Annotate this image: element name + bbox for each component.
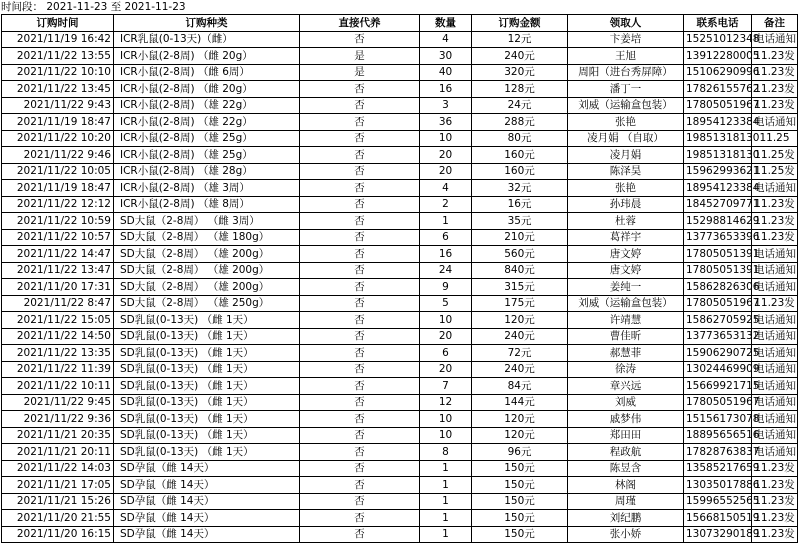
cell-direct-foster: 是	[300, 48, 420, 65]
cell-amount: 144元	[472, 394, 568, 411]
cell-remark: 11.23发	[752, 64, 798, 81]
cell-order-type: ICR乳鼠(0-13天)（雌）	[114, 31, 300, 48]
cell-recipient: 凌月娟	[568, 147, 684, 164]
table-row	[2, 493, 798, 510]
cell-quantity: 5	[420, 295, 472, 312]
cell-amount: 240元	[472, 328, 568, 345]
cell-phone: 13773653132	[684, 328, 752, 345]
cell-direct-foster: 否	[300, 229, 420, 246]
cell-quantity: 12	[420, 394, 472, 411]
cell-amount: 120元	[472, 427, 568, 444]
table-row	[2, 394, 798, 411]
cell-order-type: ICR小鼠(2-8周) （雄 3周）	[114, 180, 300, 197]
cell-direct-foster: 否	[300, 147, 420, 164]
cell-quantity: 1	[420, 460, 472, 477]
cell-direct-foster: 否	[300, 213, 420, 230]
cell-recipient: 林阁	[568, 477, 684, 494]
cell-remark: 11.23发	[752, 510, 798, 527]
cell-amount: 560元	[472, 246, 568, 263]
cell-recipient: 戚梦伟	[568, 411, 684, 428]
cell-amount: 150元	[472, 460, 568, 477]
cell-quantity: 8	[420, 444, 472, 461]
table-row	[2, 130, 798, 147]
cell-quantity: 10	[420, 427, 472, 444]
cell-phone: 17826155762	[684, 81, 752, 98]
cell-recipient: 王旭	[568, 48, 684, 65]
table-row	[2, 510, 798, 527]
cell-remark: 11.23发	[752, 493, 798, 510]
cell-direct-foster: 是	[300, 64, 420, 81]
cell-phone: 17805051967	[684, 295, 752, 312]
cell-phone: 18895656516	[684, 427, 752, 444]
cell-order-type: ICR小鼠(2-8周) （雌 20g）	[114, 48, 300, 65]
cell-order-time: 2021/11/21 15:26	[2, 493, 114, 510]
cell-amount: 32元	[472, 180, 568, 197]
cell-recipient: 潘丁一	[568, 81, 684, 98]
cell-order-time: 2021/11/22 14:03	[2, 460, 114, 477]
cell-order-time: 2021/11/22 10:05	[2, 163, 114, 180]
cell-remark: 电话通知	[752, 361, 798, 378]
cell-recipient: 张艳	[568, 114, 684, 131]
table-row	[2, 213, 798, 230]
cell-order-type: SD乳鼠(0-13天) （雌 1天）	[114, 378, 300, 395]
cell-remark: 电话通知	[752, 262, 798, 279]
table-row	[2, 460, 798, 477]
cell-remark: 电话通知	[752, 31, 798, 48]
cell-order-type: ICR小鼠(2-8周) （雄 22g）	[114, 114, 300, 131]
cell-order-time: 2021/11/22 13:55	[2, 48, 114, 65]
cell-direct-foster: 否	[300, 427, 420, 444]
cell-order-type: SD孕鼠（雌 14天）	[114, 460, 300, 477]
cell-amount: 16元	[472, 196, 568, 213]
cell-quantity: 1	[420, 477, 472, 494]
table-row	[2, 246, 798, 263]
cell-quantity: 6	[420, 229, 472, 246]
cell-order-type: SD孕鼠（雌 14天）	[114, 510, 300, 527]
table-row	[2, 81, 798, 98]
cell-phone: 13585217659	[684, 460, 752, 477]
cell-order-time: 2021/11/20 17:31	[2, 279, 114, 296]
table-row	[2, 48, 798, 65]
cell-phone: 19851318130	[684, 130, 752, 147]
table-row	[2, 411, 798, 428]
cell-order-time: 2021/11/22 11:39	[2, 361, 114, 378]
cell-quantity: 4	[420, 31, 472, 48]
cell-remark: 电话通知	[752, 345, 798, 362]
cell-direct-foster: 否	[300, 477, 420, 494]
cell-phone: 17828763837	[684, 444, 752, 461]
cell-remark: 11.25	[752, 130, 798, 147]
cell-phone: 15906290725	[684, 345, 752, 362]
cell-phone: 15862826306	[684, 279, 752, 296]
cell-recipient: 刘威（运输盒包装）	[568, 295, 684, 312]
cell-recipient: 孙玮晨	[568, 196, 684, 213]
cell-quantity: 9	[420, 279, 472, 296]
cell-order-time: 2021/11/22 9:46	[2, 147, 114, 164]
cell-direct-foster: 否	[300, 312, 420, 329]
cell-phone: 15669921715	[684, 378, 752, 395]
cell-direct-foster: 否	[300, 411, 420, 428]
cell-remark: 电话通知	[752, 378, 798, 395]
cell-order-time: 2021/11/22 10:57	[2, 229, 114, 246]
table-row	[2, 97, 798, 114]
cell-quantity: 40	[420, 64, 472, 81]
cell-quantity: 1	[420, 213, 472, 230]
cell-phone: 17805051391	[684, 246, 752, 263]
cell-recipient: 卞姜培	[568, 31, 684, 48]
cell-order-type: SD乳鼠(0-13天) （雌 1天）	[114, 312, 300, 329]
cell-remark: 电话通知	[752, 328, 798, 345]
cell-recipient: 张艳	[568, 180, 684, 197]
cell-order-type: ICR小鼠(2-8周) （雄 25g）	[114, 147, 300, 164]
cell-phone: 15156173078	[684, 411, 752, 428]
cell-quantity: 36	[420, 114, 472, 131]
table-row	[2, 477, 798, 494]
table-row	[2, 444, 798, 461]
cell-quantity: 10	[420, 312, 472, 329]
cell-phone: 15962993621	[684, 163, 752, 180]
cell-direct-foster: 否	[300, 163, 420, 180]
cell-order-type: SD乳鼠(0-13天) （雌 1天）	[114, 427, 300, 444]
table-row	[2, 196, 798, 213]
cell-quantity: 16	[420, 81, 472, 98]
cell-recipient: 陈昱含	[568, 460, 684, 477]
cell-quantity: 10	[420, 130, 472, 147]
cell-remark: 11.25发	[752, 147, 798, 164]
cell-order-time: 2021/11/22 12:12	[2, 196, 114, 213]
cell-phone: 19851318130	[684, 147, 752, 164]
cell-quantity: 20	[420, 163, 472, 180]
cell-amount: 175元	[472, 295, 568, 312]
cell-quantity: 6	[420, 345, 472, 362]
header-quantity: 数量	[420, 15, 472, 32]
cell-phone: 15862705925	[684, 312, 752, 329]
cell-remark: 11.23发	[752, 229, 798, 246]
cell-order-time: 2021/11/22 10:10	[2, 64, 114, 81]
cell-quantity: 20	[420, 147, 472, 164]
cell-direct-foster: 否	[300, 460, 420, 477]
cell-direct-foster: 否	[300, 246, 420, 263]
cell-recipient: 章兴远	[568, 378, 684, 395]
cell-recipient: 刘威（运输盒包装）	[568, 97, 684, 114]
cell-quantity: 24	[420, 262, 472, 279]
cell-direct-foster: 否	[300, 510, 420, 527]
cell-amount: 240元	[472, 361, 568, 378]
header-order-time: 订购时间	[2, 15, 114, 32]
cell-quantity: 20	[420, 328, 472, 345]
table-row	[2, 163, 798, 180]
cell-remark: 11.23发	[752, 196, 798, 213]
cell-remark: 11.23发	[752, 460, 798, 477]
cell-amount: 210元	[472, 229, 568, 246]
cell-recipient: 张小娇	[568, 526, 684, 543]
table-row	[2, 229, 798, 246]
cell-amount: 150元	[472, 526, 568, 543]
cell-recipient: 葛祥宇	[568, 229, 684, 246]
cell-remark: 电话通知	[752, 114, 798, 131]
table-row	[2, 180, 798, 197]
cell-quantity: 1	[420, 510, 472, 527]
cell-order-type: SD孕鼠（雌 14天）	[114, 526, 300, 543]
cell-recipient: 姜纯一	[568, 279, 684, 296]
cell-phone: 15106290996	[684, 64, 752, 81]
cell-order-time: 2021/11/22 9:36	[2, 411, 114, 428]
cell-amount: 84元	[472, 378, 568, 395]
cell-recipient: 徐涛	[568, 361, 684, 378]
cell-order-type: SD孕鼠（雌 14天）	[114, 477, 300, 494]
cell-amount: 150元	[472, 493, 568, 510]
cell-amount: 150元	[472, 510, 568, 527]
cell-phone: 13024469909	[684, 361, 752, 378]
cell-remark: 电话通知	[752, 444, 798, 461]
cell-order-type: SD大鼠（2-8周） （雄 200g）	[114, 279, 300, 296]
cell-remark: 电话通知	[752, 279, 798, 296]
cell-remark: 11.23发	[752, 97, 798, 114]
cell-direct-foster: 否	[300, 81, 420, 98]
cell-order-time: 2021/11/22 10:20	[2, 130, 114, 147]
cell-recipient: 周阳（进台秀屏障）	[568, 64, 684, 81]
cell-order-time: 2021/11/19 18:47	[2, 114, 114, 131]
cell-quantity: 2	[420, 196, 472, 213]
cell-amount: 240元	[472, 48, 568, 65]
cell-recipient: 郝慧菲	[568, 345, 684, 362]
date-range-caption: 时间段： 2021-11-23 至 2021-11-23	[1, 1, 186, 13]
table-row	[2, 64, 798, 81]
cell-recipient: 唐文婷	[568, 246, 684, 263]
cell-amount: 128元	[472, 81, 568, 98]
cell-order-type: ICR小鼠(2-8周) （雄 25g）	[114, 130, 300, 147]
cell-order-type: SD乳鼠(0-13天) （雌 1天）	[114, 394, 300, 411]
cell-order-type: SD大鼠（2-8周） （雄 180g）	[114, 229, 300, 246]
cell-direct-foster: 否	[300, 279, 420, 296]
cell-remark: 11.23发	[752, 526, 798, 543]
cell-quantity: 16	[420, 246, 472, 263]
cell-order-time: 2021/11/19 16:42	[2, 31, 114, 48]
cell-phone: 15996552565	[684, 493, 752, 510]
cell-recipient: 杜蓉	[568, 213, 684, 230]
cell-recipient: 凌月娟 （自取）	[568, 130, 684, 147]
cell-order-time: 2021/11/22 10:59	[2, 213, 114, 230]
cell-order-type: SD乳鼠(0-13天) （雌 1天）	[114, 328, 300, 345]
cell-direct-foster: 否	[300, 262, 420, 279]
cell-direct-foster: 否	[300, 180, 420, 197]
table-row	[2, 31, 798, 48]
cell-direct-foster: 否	[300, 31, 420, 48]
cell-order-type: SD乳鼠(0-13天) （雌 1天）	[114, 361, 300, 378]
cell-amount: 24元	[472, 97, 568, 114]
cell-amount: 160元	[472, 163, 568, 180]
cell-quantity: 1	[420, 493, 472, 510]
cell-order-type: ICR小鼠(2-8周) （雄 22g）	[114, 97, 300, 114]
cell-order-time: 2021/11/22 10:11	[2, 378, 114, 395]
cell-order-type: SD乳鼠(0-13天) （雌 1天）	[114, 444, 300, 461]
cell-remark: 电话通知	[752, 312, 798, 329]
table-row	[2, 427, 798, 444]
cell-amount: 96元	[472, 444, 568, 461]
cell-amount: 35元	[472, 213, 568, 230]
cell-phone: 15668150519	[684, 510, 752, 527]
cell-direct-foster: 否	[300, 444, 420, 461]
header-remark: 备注	[752, 15, 798, 32]
cell-recipient: 许靖慧	[568, 312, 684, 329]
cell-remark: 11.23发	[752, 81, 798, 98]
cell-quantity: 10	[420, 411, 472, 428]
cell-recipient: 程政航	[568, 444, 684, 461]
cell-phone: 18452709771	[684, 196, 752, 213]
table-row	[2, 295, 798, 312]
header-recipient: 领取人	[568, 15, 684, 32]
cell-direct-foster: 否	[300, 295, 420, 312]
cell-amount: 315元	[472, 279, 568, 296]
table-row	[2, 312, 798, 329]
cell-phone: 15251012348	[684, 31, 752, 48]
table-body	[2, 31, 798, 543]
cell-quantity: 1	[420, 526, 472, 543]
cell-recipient: 郑田田	[568, 427, 684, 444]
cell-direct-foster: 否	[300, 114, 420, 131]
cell-remark: 11.23发	[752, 213, 798, 230]
cell-order-time: 2021/11/22 13:45	[2, 81, 114, 98]
cell-order-type: ICR小鼠(2-8周) （雄 28g）	[114, 163, 300, 180]
cell-remark: 电话通知	[752, 394, 798, 411]
cell-direct-foster: 否	[300, 345, 420, 362]
cell-phone: 17805051967	[684, 394, 752, 411]
cell-order-type: ICR小鼠(2-8周) （雌 20g）	[114, 81, 300, 98]
table-row	[2, 361, 798, 378]
cell-direct-foster: 否	[300, 97, 420, 114]
cell-phone: 13035017886	[684, 477, 752, 494]
table-row	[2, 378, 798, 395]
cell-order-type: ICR小鼠(2-8周) （雄 8周）	[114, 196, 300, 213]
cell-recipient: 唐文婷	[568, 262, 684, 279]
cell-order-time: 2021/11/20 16:15	[2, 526, 114, 543]
cell-direct-foster: 否	[300, 130, 420, 147]
cell-recipient: 曹佳昕	[568, 328, 684, 345]
cell-order-type: SD大鼠（2-8周） （雌 3周）	[114, 213, 300, 230]
cell-amount: 288元	[472, 114, 568, 131]
cell-order-type: SD乳鼠(0-13天) （雌 1天）	[114, 345, 300, 362]
cell-direct-foster: 否	[300, 493, 420, 510]
cell-order-time: 2021/11/22 9:45	[2, 394, 114, 411]
cell-recipient: 刘纪鹏	[568, 510, 684, 527]
cell-order-time: 2021/11/21 17:05	[2, 477, 114, 494]
cell-phone: 13912280005	[684, 48, 752, 65]
cell-recipient: 周瑾	[568, 493, 684, 510]
cell-phone: 13773653396	[684, 229, 752, 246]
cell-order-type: SD乳鼠(0-13天) （雌 1天）	[114, 411, 300, 428]
cell-order-type: ICR小鼠(2-8周) （雌 6周）	[114, 64, 300, 81]
cell-phone: 17805051391	[684, 262, 752, 279]
cell-remark: 电话通知	[752, 411, 798, 428]
cell-phone: 18954123384	[684, 114, 752, 131]
cell-remark: 11.23发	[752, 48, 798, 65]
cell-quantity: 20	[420, 361, 472, 378]
cell-phone: 15298814629	[684, 213, 752, 230]
cell-order-type: SD孕鼠（雌 14天）	[114, 493, 300, 510]
cell-quantity: 7	[420, 378, 472, 395]
cell-direct-foster: 否	[300, 378, 420, 395]
cell-order-type: SD大鼠（2-8周） （雄 250g）	[114, 295, 300, 312]
cell-amount: 120元	[472, 312, 568, 329]
cell-order-type: SD大鼠（2-8周） （雄 200g）	[114, 246, 300, 263]
cell-order-time: 2021/11/22 13:47	[2, 262, 114, 279]
cell-phone: 13073290189	[684, 526, 752, 543]
cell-direct-foster: 否	[300, 361, 420, 378]
order-table	[1, 14, 798, 543]
cell-remark: 电话通知	[752, 246, 798, 263]
cell-amount: 120元	[472, 411, 568, 428]
cell-direct-foster: 否	[300, 328, 420, 345]
cell-quantity: 30	[420, 48, 472, 65]
cell-amount: 320元	[472, 64, 568, 81]
cell-direct-foster: 否	[300, 196, 420, 213]
table-row	[2, 114, 798, 131]
cell-amount: 12元	[472, 31, 568, 48]
cell-amount: 72元	[472, 345, 568, 362]
cell-phone: 18954123384	[684, 180, 752, 197]
cell-amount: 840元	[472, 262, 568, 279]
cell-direct-foster: 否	[300, 394, 420, 411]
cell-amount: 160元	[472, 147, 568, 164]
cell-order-time: 2021/11/22 15:05	[2, 312, 114, 329]
table-row	[2, 147, 798, 164]
table-row	[2, 526, 798, 543]
header-direct-foster: 直接代养	[300, 15, 420, 32]
cell-quantity: 3	[420, 97, 472, 114]
cell-remark: 电话通知	[752, 180, 798, 197]
header-row	[2, 15, 798, 32]
header-amount: 订购金额	[472, 15, 568, 32]
table-row	[2, 279, 798, 296]
cell-recipient: 刘威	[568, 394, 684, 411]
cell-order-time: 2021/11/22 8:47	[2, 295, 114, 312]
header-order-type: 订购种类	[114, 15, 300, 32]
cell-order-time: 2021/11/22 9:43	[2, 97, 114, 114]
cell-order-time: 2021/11/21 20:11	[2, 444, 114, 461]
cell-order-time: 2021/11/22 14:50	[2, 328, 114, 345]
table-row	[2, 328, 798, 345]
cell-recipient: 陈泽昊	[568, 163, 684, 180]
cell-remark: 电话通知	[752, 427, 798, 444]
cell-remark: 11.25发	[752, 163, 798, 180]
cell-order-type: SD大鼠（2-8周） （雄 200g）	[114, 262, 300, 279]
cell-direct-foster: 否	[300, 526, 420, 543]
cell-order-time: 2021/11/22 14:47	[2, 246, 114, 263]
cell-amount: 80元	[472, 130, 568, 147]
cell-order-time: 2021/11/21 20:35	[2, 427, 114, 444]
cell-remark: 11.23发	[752, 295, 798, 312]
cell-phone: 17805051967	[684, 97, 752, 114]
table-row	[2, 262, 798, 279]
cell-quantity: 4	[420, 180, 472, 197]
cell-remark: 11.23发	[752, 477, 798, 494]
cell-order-time: 2021/11/22 13:35	[2, 345, 114, 362]
header-phone: 联系电话	[684, 15, 752, 32]
cell-order-time: 2021/11/19 18:47	[2, 180, 114, 197]
table-row	[2, 345, 798, 362]
cell-amount: 150元	[472, 477, 568, 494]
cell-order-time: 2021/11/20 21:55	[2, 510, 114, 527]
